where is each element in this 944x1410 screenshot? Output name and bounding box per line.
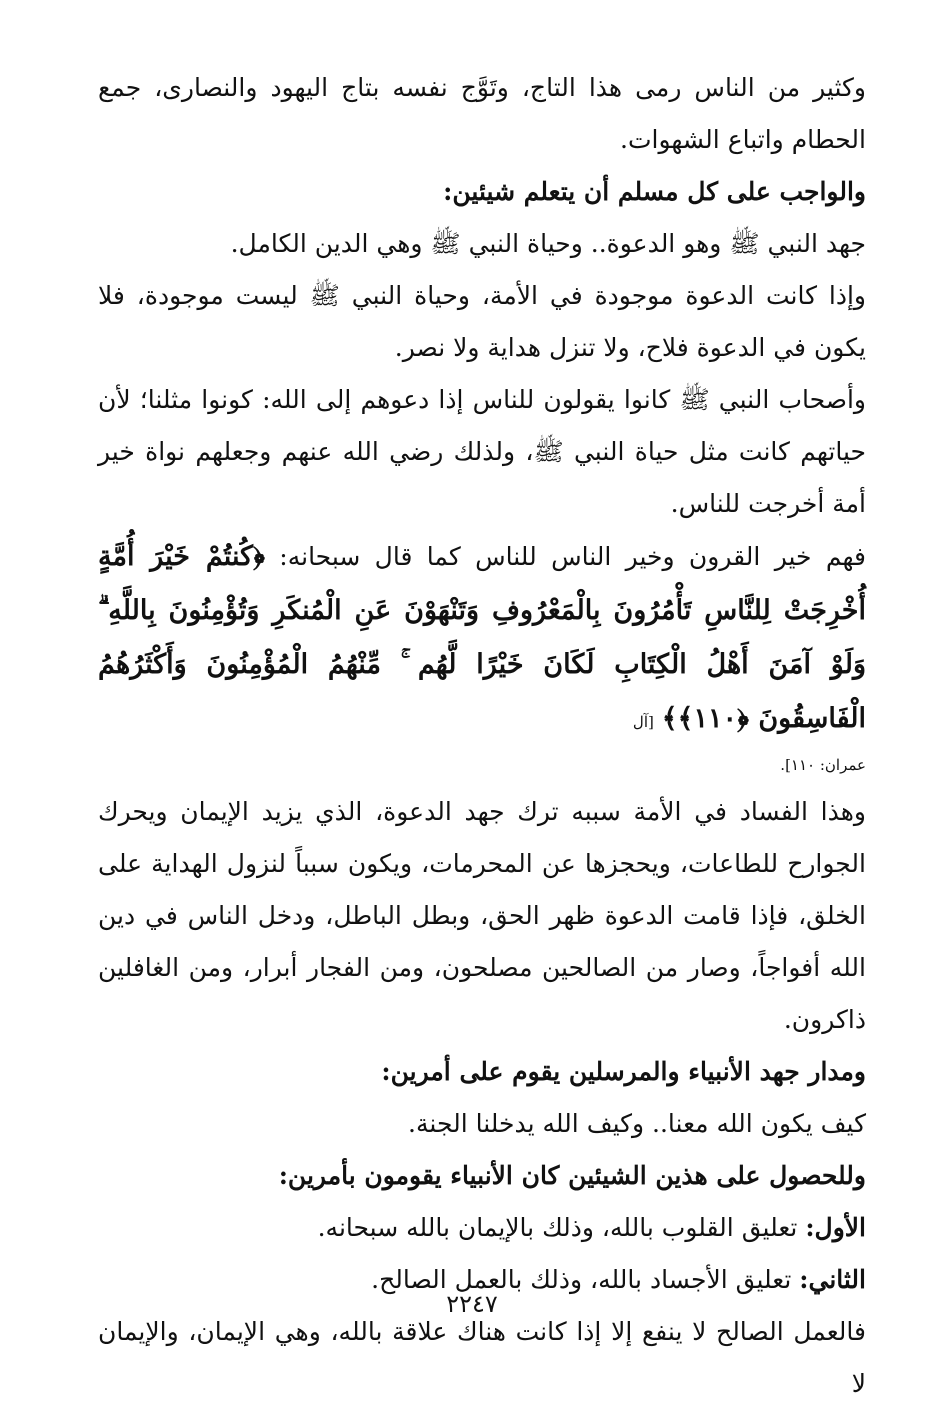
paragraph-3: وإذا كانت الدعوة موجودة في الأمة، وحياة النبي ﷺ ليست موجودة، فلا يكون في الدعوة فلاح، ولا تنزل هداية ولا نصر.: [98, 281, 866, 362]
paragraph-4: وأصحاب النبي ﷺ كانوا يقولون للناس إذا دعوهم إلى الله: كونوا مثلنا؛ لأن حياتهم كانت مثل حياة النبي ﷺ، ولذلك رضي الله عنهم وجعلهم نواة خير أمة أخرجت للناس.: [98, 385, 866, 518]
paragraph-5: [98, 530, 866, 746]
second-matter-label: الثاني:: [799, 1265, 866, 1294]
first-matter-text: تعليق القلوب بالله، وذلك بالإيمان بالله سبحانه.: [317, 1213, 806, 1242]
quran-reference-start: [آل: [632, 713, 654, 731]
quran-intro: فهم خير القرون وخير الناس للناس كما قال سبحانه:: [279, 542, 866, 571]
paragraph-8: فالعمل الصالح لا ينفع إلا إذا كانت هناك علاقة بالله، وهي الإيمان، والإيمان لا: [98, 1317, 866, 1398]
second-matter-text: تعليق الأجساد بالله، وذلك بالعمل الصالح.: [371, 1265, 800, 1294]
heading-prophets-two-matters: وللحصول على هذين الشيئين كان الأنبياء يقومون بأمرين:: [278, 1161, 866, 1190]
quran-verse: ﴿كُنتُمْ خَيْرَ أُمَّةٍ أُخْرِجَتْ لِلنَّاسِ تَأْمُرُونَ بِالْمَعْرُوفِ وَتَنْهَوْنَ عَنِ الْمُنكَرِ وَتُؤْمِنُونَ بِاللَّهِ ۗ وَلَوْ آمَنَ أَهْلُ الْكِتَابِ لَكَانَ خَيْرًا لَّهُم ۚ مِّنْهُمُ الْمُؤْمِنُونَ وَأَكْثَرُهُمُ الْفَاسِقُونَ ﴿١١٠﴾﴾: [98, 541, 866, 734]
page-number: ٢٢٤٧: [446, 1290, 498, 1318]
paragraph-7: كيف يكون الله معنا.. وكيف الله يدخلنا الجنة.: [408, 1109, 866, 1138]
paragraph-1: وكثير من الناس رمى هذا التاج، وتَوَّج نفسه بتاج اليهود والنصارى، جمع الحطام واتباع الشهوات.: [98, 73, 866, 154]
paragraph-6: وهذا الفساد في الأمة سببه ترك جهد الدعوة، الذي يزيد الإيمان ويحرك الجوارح للطاعات، ويحجزها عن المحرمات، ويكون سبباً لنزول الهداية على الخلق، فإذا قامت الدعوة ظهر الحق، وبطل الباطل، ودخل الناس في دين الله أفواجاً، وصار من الصالحين مصلحون، ومن الفجار أبرار، ومن الغافلين ذاكرون.: [98, 797, 866, 1034]
paragraph-2: جهد النبي ﷺ وهو الدعوة.. وحياة النبي ﷺ وهي الدين الكامل.: [230, 229, 866, 258]
quran-reference-end: عمران: ١١٠].: [780, 756, 866, 774]
heading-two-things: والواجب على كل مسلم أن يتعلم شيئين:: [443, 177, 866, 206]
first-matter-label: الأول:: [805, 1213, 866, 1242]
page-body: [98, 62, 866, 1410]
first-matter: [98, 1202, 866, 1254]
heading-two-matters: ومدار جهد الأنبياء والمرسلين يقوم على أمرين:: [381, 1057, 866, 1086]
